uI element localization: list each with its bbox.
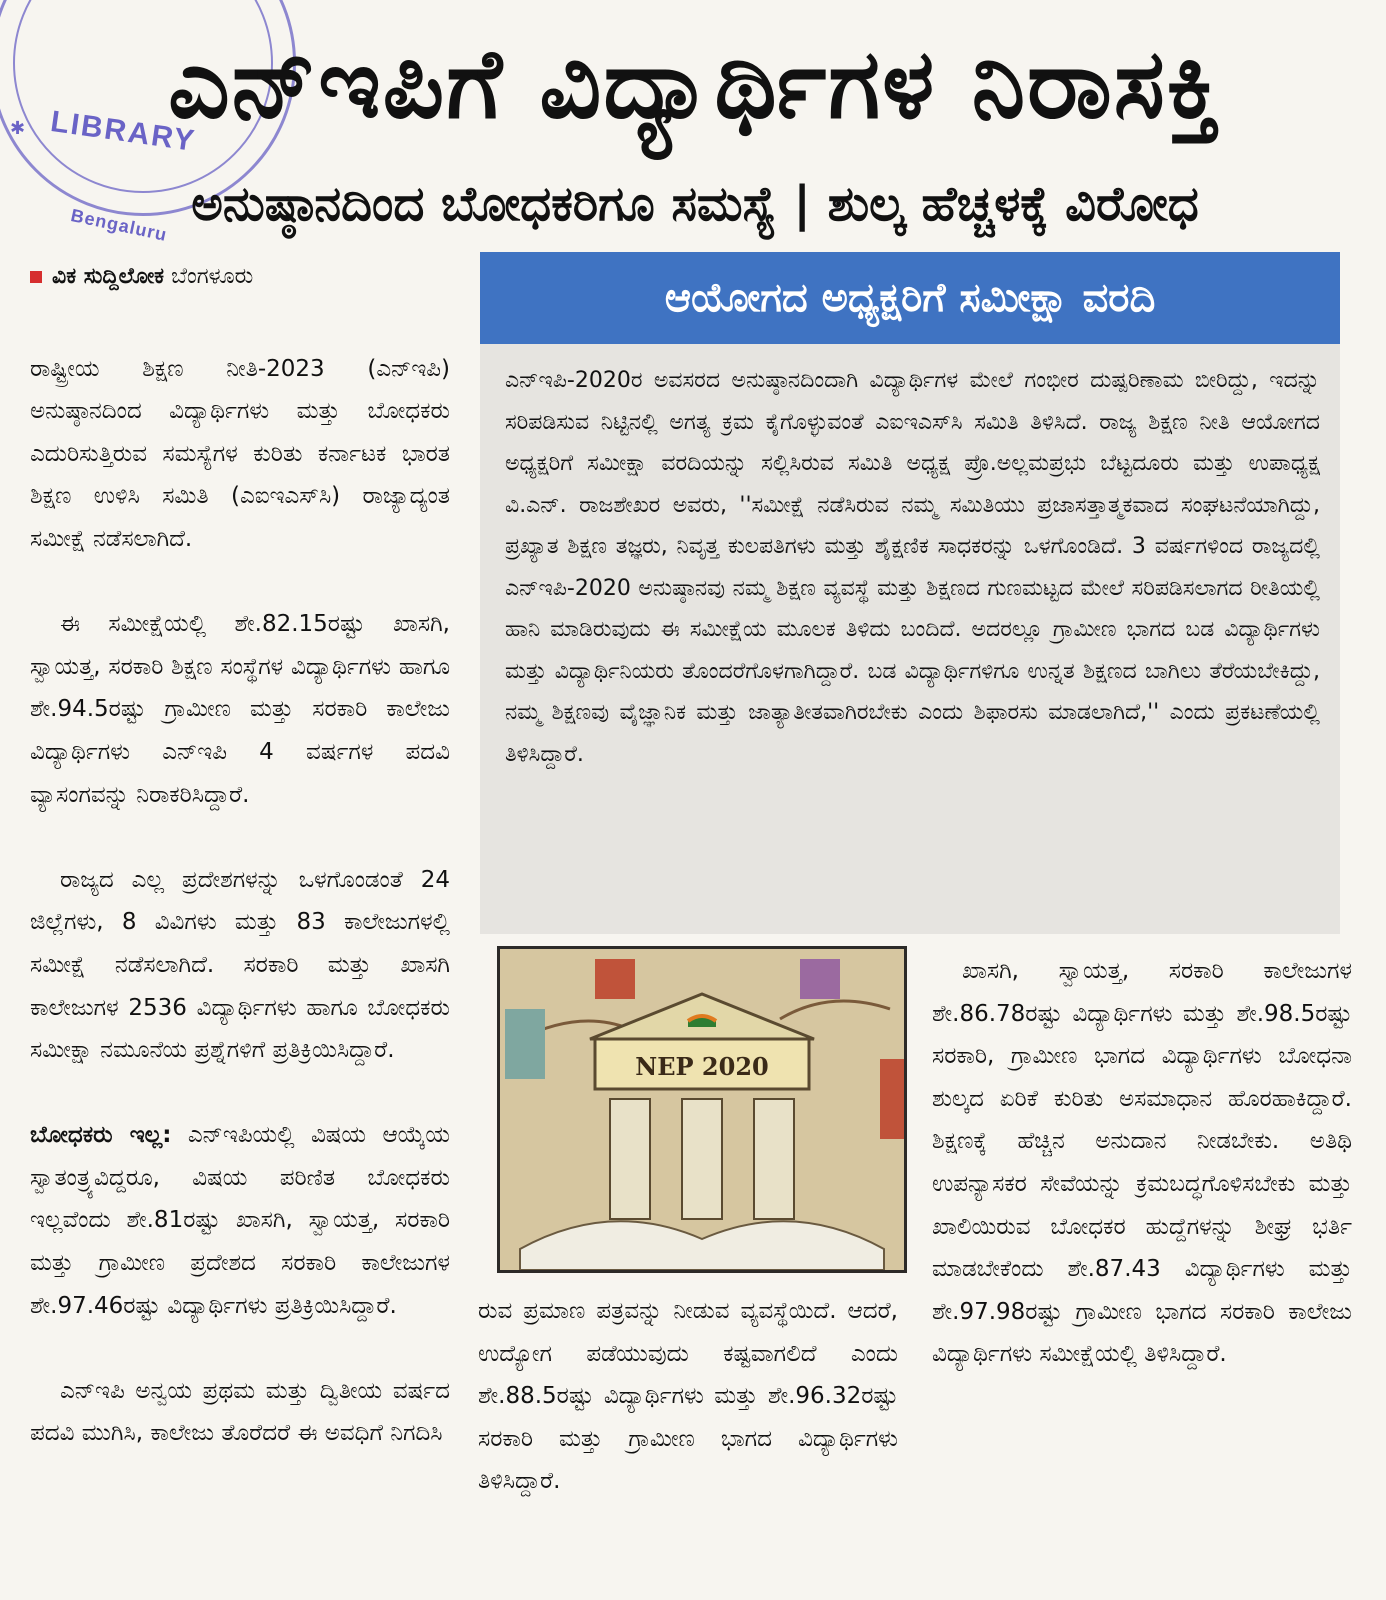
stamp-text-bottom: Bengaluru xyxy=(69,205,170,245)
paragraph-text: ಎನ್‌ಇಪಿಯಲ್ಲಿ ವಿಷಯ ಆಯ್ಕೆಯ ಸ್ವಾತಂತ್ರ್ಯವಿದ್ದರೂ, ವಿಷಯ ಪರಿಣಿತ ಬೋಧಕರು ಇಲ್ಲವೆಂದು ಶೇ.81ರಷ್ಟು ಖಾಸಗಿ, ಸ್ವಾಯತ್ತ, ಸರಕಾರಿ ಮತ್ತು ಗ್ರಾಮೀಣ ಪ್ರದೇಶದ ಸರಕಾರಿ ಕಾಲೇಜುಗಳ ಶೇ.97.46ರಷ್ಟು ವಿದ್ಯಾರ್ಥಿಗಳು ಪ್ರತಿಕ್ರಿಯಿಸಿದ್ದಾರೆ. xyxy=(30,1122,450,1319)
article-column-right: ಖಾಸಗಿ, ಸ್ವಾಯತ್ತ, ಸರಕಾರಿ ಕಾಲೇಜುಗಳ ಶೇ.86.78ರಷ್ಟು ವಿದ್ಯಾರ್ಥಿಗಳು ಮತ್ತು ಶೇ.98.5ರಷ್ಟು ಸರಕಾರಿ, ಗ್ರಾಮೀಣ ಭಾಗದ ವಿದ್ಯಾರ್ಥಿಗಳು ಬೋಧನಾ ಶುಲ್ಕದ ಏರಿಕೆ ಕುರಿತು ಅಸಮಾಧಾನ ಹೊರಹಾಕಿದ್ದಾರೆ. ಶಿಕ್ಷಣಕ್ಕೆ ಹೆಚ್ಚಿನ ಅನುದಾನ ನೀಡಬೇಕು. ಅತಿಥಿ ಉಪನ್ಯಾಸಕರ ಸೇವೆಯನ್ನು ಕ್ರಮಬದ್ಧಗೊಳಿಸಬೇಕು ಮತ್ತು ಖಾಲಿಯಿರುವ ಬೋಧಕರ ಹುದ್ದೆಗಳನ್ನು ಶೀಘ್ರ ಭರ್ತಿ ಮಾಡಬೇಕೆಂದು ಶೇ.87.43 ವಿದ್ಯಾರ್ಥಿಗಳು ಮತ್ತು ಶೇ.97.98ರಷ್ಟು ಗ್ರಾಮೀಣ ಭಾಗದ ಸರಕಾರಿ ಕಾಲೇಜು ವಿದ್ಯಾರ್ಥಿಗಳು ಸಮೀಕ್ಷೆಯಲ್ಲಿ ತಿಳಿಸಿದ್ದಾರೆ. xyxy=(932,958,1352,1368)
byline xyxy=(30,262,460,292)
bullet-icon xyxy=(30,271,42,283)
paragraph xyxy=(30,1114,450,1327)
nep-illustration xyxy=(497,946,907,1273)
byline-place: ಬೆಂಗಳೂರು xyxy=(171,264,254,289)
paragraph: ಈ ಸಮೀಕ್ಷೆಯಲ್ಲಿ ಶೇ.82.15ರಷ್ಟು ಖಾಸಗಿ, ಸ್ವಾಯತ್ತ, ಸರಕಾರಿ ಶಿಕ್ಷಣ ಸಂಸ್ಥೆಗಳ ವಿದ್ಯಾರ್ಥಿಗಳು ಹಾಗೂ ಶೇ.94.5ರಷ್ಟು ಗ್ರಾಮೀಣ ಮತ್ತು ಸರಕಾರಿ ಕಾಲೇಜು ವಿದ್ಯಾರ್ಥಿಗಳು ಎನ್‌ಇಪಿ 4 ವರ್ಷಗಳ ಪದವಿ ವ್ಯಾಸಂಗವನ್ನು ನಿರಾಕರಿಸಿದ್ದಾರೆ. xyxy=(30,611,450,808)
stamp-star-icon: ✱ xyxy=(10,118,26,139)
subheadline: ಅನುಷ್ಠಾನದಿಂದ ಬೋಧಕರಿಗೂ ಸಮಸ್ಯೆ | ಶುಲ್ಕ ಹೆಚ್ಚಳಕ್ಕೆ ವಿರೋಧ xyxy=(191,176,1199,232)
paragraph: ಎನ್‌ಇಪಿ ಅನ್ವಯ ಪ್ರಥಮ ಮತ್ತು ದ್ವಿತೀಯ ವರ್ಷದ ಪದವಿ ಮುಗಿಸಿ, ಕಾಲೇಜು ತೊರೆದರೆ ಈ ಅವಧಿಗೆ ನಿಗದಿಸಿ xyxy=(30,1377,450,1447)
illustration-label: NEP 2020 xyxy=(635,1052,769,1081)
subheading-teachers: ಬೋಧಕರು ಇಲ್ಲ: xyxy=(30,1122,172,1149)
paragraph: ರಾಷ್ಟ್ರೀಯ ಶಿಕ್ಷಣ ನೀತಿ-2023 (ಎನ್‌ಇಪಿ) ಅನುಷ್ಠಾನದಿಂದ ವಿದ್ಯಾರ್ಥಿಗಳು ಮತ್ತು ಬೋಧಕರು ಎದುರಿಸುತ್ತಿರುವ ಸಮಸ್ಯೆಗಳ ಕುರಿತು ಕರ್ನಾಟಕ ಭಾರತ ಶಿಕ್ಷಣ ಉಳಿಸಿ ಸಮಿತಿ (ಎಐಇಎಸ್‌ಸಿ) ರಾಜ್ಯಾದ್ಯಂತ ಸಮೀಕ್ಷೆ ನಡೆಸಲಾಗಿದೆ. xyxy=(30,355,450,552)
byline-source: ವಿಕ ಸುದ್ದಿಲೋಕ xyxy=(52,264,165,289)
box-banner: ಆಯೋಗದ ಅಧ್ಯಕ್ಷರಿಗೆ ಸಮೀಕ್ಷಾ ವರದಿ xyxy=(480,252,1340,344)
article-column-left xyxy=(30,305,450,1498)
paragraph: ರಾಜ್ಯದ ಎಲ್ಲ ಪ್ರದೇಶಗಳನ್ನು ಒಳಗೊಂಡಂತೆ 24 ಜಿಲ್ಲೆಗಳು, 8 ವಿವಿಗಳು ಮತ್ತು 83 ಕಾಲೇಜುಗಳಲ್ಲಿ ಸಮೀಕ್ಷೆ ನಡೆಸಲಾಗಿದೆ. ಸರಕಾರಿ ಮತ್ತು ಖಾಸಗಿ ಕಾಲೇಜುಗಳ 2536 ವಿದ್ಯಾರ್ಥಿಗಳು ಹಾಗೂ ಬೋಧಕರು ಸಮೀಕ್ಷಾ ನಮೂನೆಯ ಪ್ರಶ್ನೆಗಳಿಗೆ ಪ್ರತಿಕ್ರಿಯಿಸಿದ್ದಾರೆ. xyxy=(30,866,450,1064)
stamp-text-top: LIBRARY xyxy=(48,104,198,159)
article-column-middle: ರುವ ಪ್ರಮಾಣ ಪತ್ರವನ್ನು ನೀಡುವ ವ್ಯವಸ್ಥೆಯಿದೆ. ಆದರೆ, ಉದ್ಯೋಗ ಪಡೆಯುವುದು ಕಷ್ಟವಾಗಲಿದೆ ಎಂದು ಶೇ.88.5ರಷ್ಟು ವಿದ್ಯಾರ್ಥಿಗಳು ಮತ್ತು ಶೇ.96.32ರಷ್ಟು ಸರಕಾರಿ ಮತ್ತು ಗ್ರಾಮೀಣ ಭಾಗದ ವಿದ್ಯಾರ್ಥಿಗಳು ತಿಳಿಸಿದ್ದಾರೆ. xyxy=(478,1298,898,1495)
illustration-graphic xyxy=(500,949,904,1270)
box-text: ಎನ್‌ಇಪಿ-2020ರ ಅವಸರದ ಅನುಷ್ಠಾನದಿಂದಾಗಿ ವಿದ್ಯಾರ್ಥಿಗಳ ಮೇಲೆ ಗಂಭೀರ ದುಷ್ಪರಿಣಾಮ ಬೀರಿದ್ದು, ಇದನ್ನು ಸರಿಪಡಿಸುವ ನಿಟ್ಟಿನಲ್ಲಿ ಅಗತ್ಯ ಕ್ರಮ ಕೈಗೊಳ್ಳುವಂತೆ ಎಐಇಎಸ್‌ಸಿ ಸಮಿತಿ ತಿಳಿಸಿದೆ. ರಾಜ್ಯ ಶಿಕ್ಷಣ ನೀತಿ ಆಯೋಗದ ಅಧ್ಯಕ್ಷರಿಗೆ ಸಮೀಕ್ಷಾ ವರದಿಯನ್ನು ಸಲ್ಲಿಸಿರುವ ಸಮಿತಿ ಅಧ್ಯಕ್ಷ ಪ್ರೊ.ಅಲ್ಲಮಪ್ರಭು ಬೆಟ್ಟದೂರು ಮತ್ತು ಉಪಾಧ್ಯಕ್ಷ ವಿ.ಎನ್. ರಾಜಶೇಖರ ಅವರು, ''ಸಮೀಕ್ಷೆ ನಡೆಸಿರುವ ನಮ್ಮ ಸಮಿತಿಯು ಪ್ರಜಾಸತ್ತಾತ್ಮಕವಾದ ಸಂಘಟನೆಯಾಗಿದ್ದು, ಪ್ರಖ್ಯಾತ ಶಿಕ್ಷಣ ತಜ್ಞರು, ನಿವೃತ್ತ ಕುಲಪತಿಗಳು ಮತ್ತು ಶೈಕ್ಷಣಿಕ ಸಾಧಕರನ್ನು ಒಳಗೊಂಡಿದೆ. 3 ವರ್ಷಗಳಿಂದ ರಾಜ್ಯದಲ್ಲಿ ಎನ್‌ಇಪಿ-2020 ಅನುಷ್ಠಾನವು ನಮ್ಮ ಶಿಕ್ಷಣ ವ್ಯವಸ್ಥೆ ಮತ್ತು ಶಿಕ್ಷಣದ ಗುಣಮಟ್ಟದ ಮೇಲೆ ಸರಿಪಡಿಸಲಾಗದ ರೀತಿಯಲ್ಲಿ ಹಾನಿ ಮಾಡಿರುವುದು ಈ ಸಮೀಕ್ಷೆಯ ಮೂಲಕ ತಿಳಿದು ಬಂದಿದೆ. ಅದರಲ್ಲೂ ಗ್ರಾಮೀಣ ಭಾಗದ ಬಡ ವಿದ್ಯಾರ್ಥಿಗಳು ಮತ್ತು ವಿದ್ಯಾರ್ಥಿನಿಯರು ತೊಂದರೆಗೊಳಗಾಗಿದ್ದಾರೆ. ಬಡ ವಿದ್ಯಾರ್ಥಿಗಳಿಗೂ ಉನ್ನತ ಶಿಕ್ಷಣದ ಬಾಗಿಲು ತೆರೆಯಬೇಕಿದ್ದು, ನಮ್ಮ ಶಿಕ್ಷಣವು ವೈಜ್ಞಾನಿಕ ಮತ್ತು ಜಾತ್ಯಾತೀತವಾಗಿರಬೇಕು ಎಂದು ಶಿಫಾರಸು ಮಾಡಲಾಗಿದೆ,'' ಎಂದು ಪ್ರಕಟಣೆಯಲ್ಲಿ ತಿಳಿಸಿದ್ದಾರೆ. xyxy=(505,368,1320,767)
headline: ಎನ್‌ಇಪಿಗೆ ವಿದ್ಯಾರ್ಥಿಗಳ ನಿರಾಸಕ್ತಿ xyxy=(168,28,1222,140)
